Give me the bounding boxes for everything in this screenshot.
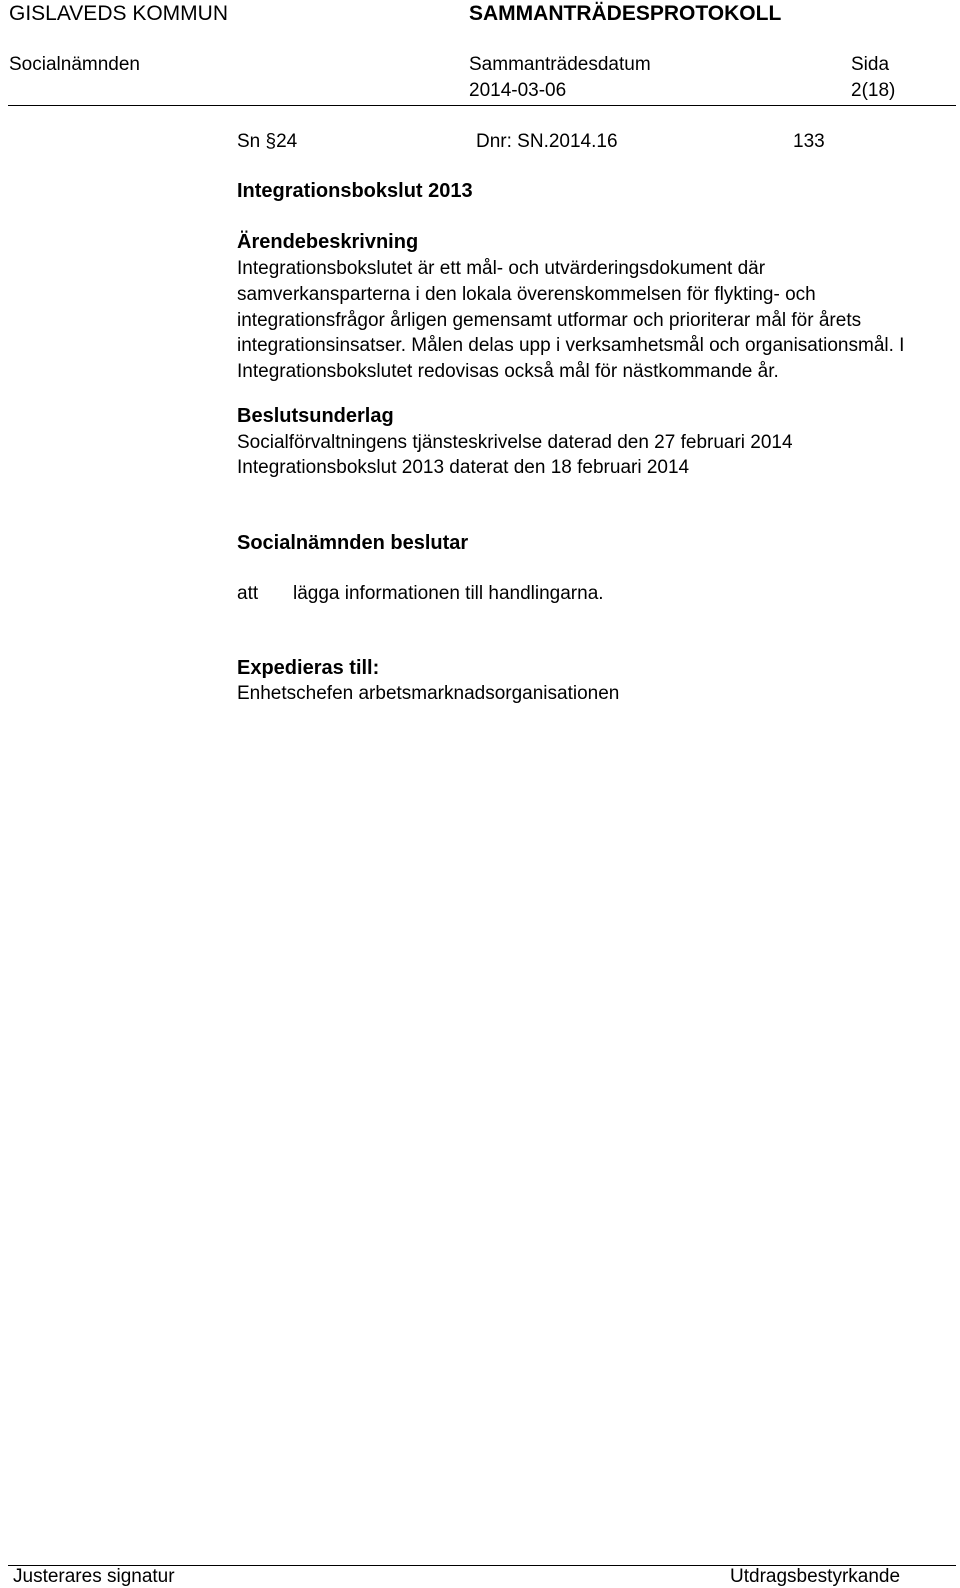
page-label: Sida: [851, 54, 890, 75]
expedieras-recipient: Enhetschefen arbetsmarknadsorganisationen: [237, 683, 620, 704]
page-number: 2(18): [851, 80, 896, 101]
case-paragraph: Sn §24: [237, 131, 298, 152]
arende-line: integrationsfrågor årligen gemensamt utformar och prioriterar mål för årets: [237, 309, 862, 331]
arende-line: Integrationsbokslutet redovisas också mål för nästkommande år.: [237, 361, 779, 383]
arendebeskrivning-text: [237, 256, 937, 385]
case-dnr: Dnr: SN.2014.16: [476, 131, 618, 152]
meeting-date-label: Sammanträdesdatum: [469, 54, 651, 75]
beslutsunderlag-item: Integrationsbokslut 2013 daterat den 18 februari 2014: [237, 457, 690, 478]
arendebeskrivning-heading: Ärendebeskrivning: [237, 231, 419, 253]
header-divider: [8, 105, 956, 106]
meeting-date-value: 2014-03-06: [469, 80, 567, 101]
arende-line: samverkansparterna i den lokala överenskommelsen för flykting- och: [237, 283, 816, 305]
committee-name: Socialnämnden: [9, 54, 140, 75]
decision-text: lägga informationen till handlingarna.: [293, 583, 604, 604]
case-number: 133: [793, 131, 825, 152]
decision-att-label: att: [237, 583, 259, 604]
arende-line: integrationsinsatser. Målen delas upp i verksamhetsmål och organisationsmål. I: [237, 335, 905, 357]
beslutsunderlag-item: Socialförvaltningens tjänsteskrivelse daterad den 27 februari 2014: [237, 432, 793, 453]
beslutsunderlag-heading: Beslutsunderlag: [237, 405, 394, 427]
case-title: Integrationsbokslut 2013: [237, 180, 473, 202]
decision-heading: Socialnämnden beslutar: [237, 532, 469, 554]
footer-signature-label: Justerares signatur: [13, 1566, 175, 1587]
expedieras-heading: Expedieras till:: [237, 657, 380, 679]
document-type-title: SAMMANTRÄDESPROTOKOLL: [469, 2, 782, 25]
footer-certification-label: Utdragsbestyrkande: [730, 1566, 901, 1587]
organization-name: GISLAVEDS KOMMUN: [9, 2, 228, 25]
arende-line: Integrationsbokslutet är ett mål- och utvärderingsdokument där: [237, 258, 766, 279]
